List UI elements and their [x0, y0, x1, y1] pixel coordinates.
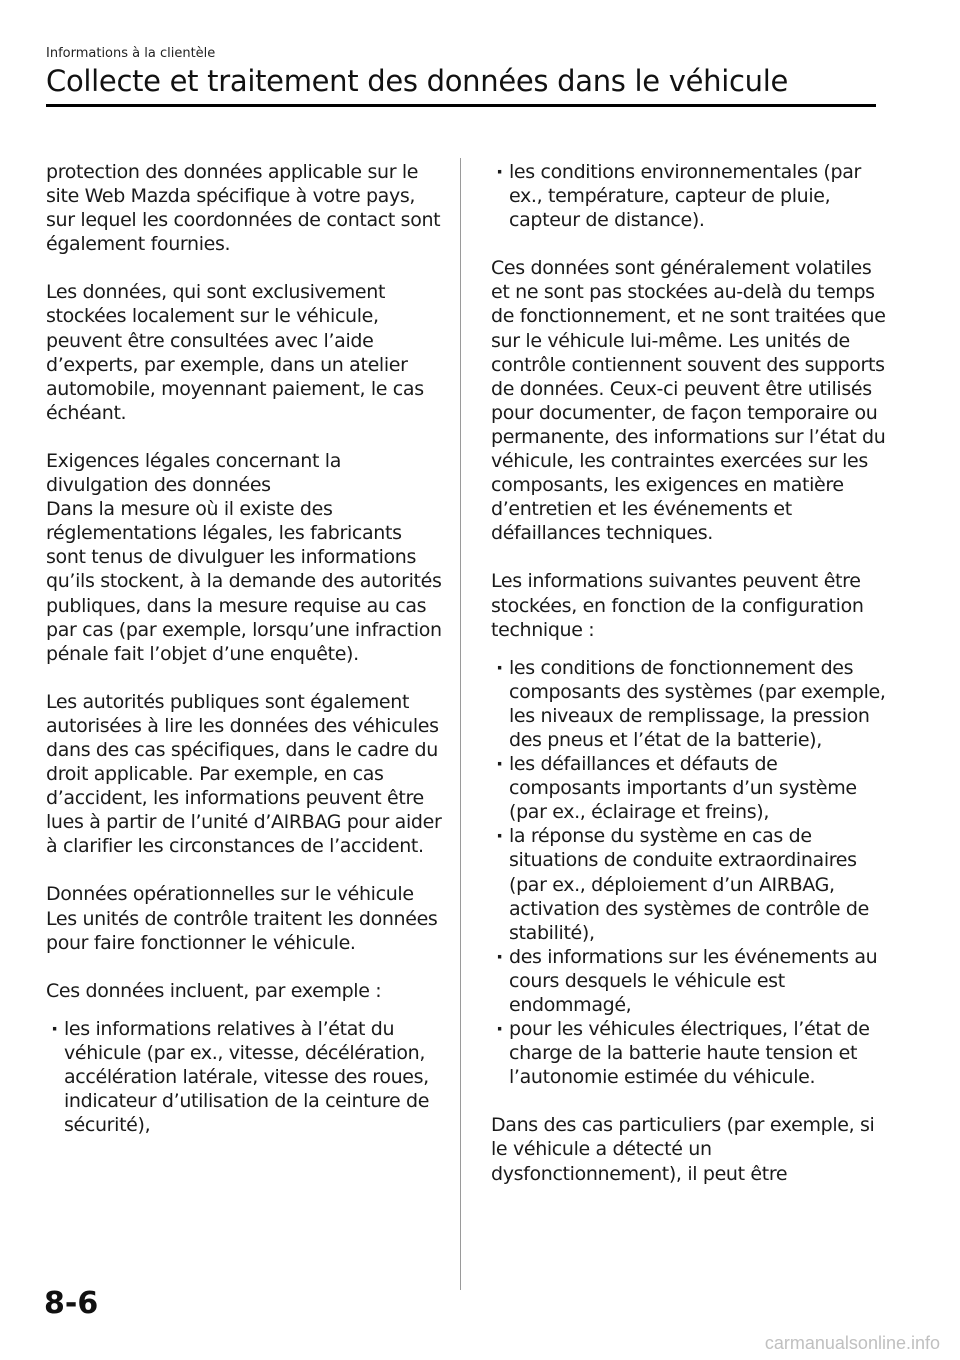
paragraph-data-protection: protection des données applicable sur le site Web Mazda spécifique à votre pays, sur lequel les coordonnées de contact sont également fournies.: [46, 161, 441, 256]
chapter-title: Collecte et traitement des données dans le véhicule: [46, 64, 789, 98]
paragraph-public-authorities: Les autorités publiques sont également autorisées à lire les données des véhicules dans des cas spécifiques, dans le cadre du droit applicable. Par exemple, en cas d’accident, les informations peuvent être lues à partir de l’unité d’AIRBAG pour aider à clarifier les circonstances de l’accident.: [46, 690, 442, 858]
paragraph-stored-info: Les informations suivantes peuvent être stockées, en fonction de la configuration technique :: [491, 570, 864, 641]
header-rule: [46, 104, 876, 107]
page-header: [46, 46, 876, 107]
subheading-legal-requirements: Exigences légales concernant la divulgation des données: [46, 449, 341, 497]
column-divider: [460, 158, 461, 1290]
list-item: · les conditions de fonctionnement des composants des systèmes (par exemple, les niveaux de remplissage, la pression des pneus et l’état de la batterie),: [509, 656, 891, 752]
paragraph-legal-disclosure: Dans la mesure où il existe des réglementations légales, les fabricants sont tenus de divulguer les informations qu’ils stockent, à la demande des autorités publiques, dans la mesure requise au cas par cas (par exemple, lorsqu’une infraction pénale fait l’objet d’une enquête).: [46, 498, 442, 665]
left-column: [46, 160, 442, 1161]
list-item: · les défaillances et défauts de composants importants d’un système (par ex., éclairage et freins),: [509, 752, 891, 824]
list-item: · pour les véhicules électriques, l’état de charge de la batterie haute tension et l’autonomie estimée du véhicule.: [509, 1017, 891, 1089]
paragraph-local-storage: Les données, qui sont exclusivement stockées localement sur le véhicule, peuvent être consultées avec l’aide d’experts, par exemple, dans un atelier automobile, moyennant paiement, le cas échéant.: [46, 281, 424, 424]
list-item: · les conditions environnementales (par ex., température, capteur de pluie, capteur de distance).: [509, 160, 891, 232]
section-label: Informations à la clientèle: [46, 46, 216, 61]
subheading-operational-data: Données opérationnelles sur le véhicule: [46, 883, 414, 906]
watermark: carmanualsonline.info: [764, 1333, 940, 1353]
right-top-bullet-list: [491, 160, 891, 232]
left-bullet-list: [46, 1017, 442, 1137]
paragraph-volatile-data: Ces données sont généralement volatiles et ne sont pas stockées au-delà du temps de fonctionnement, et ne sont traitées que sur le véhicule lui-même. Les unités de contrôle contiennent souvent des supports de données. Ceux-ci peuvent être utilisés pour documenter, de façon temporaire ou permanente, des informations sur l’état du véhicule, les contraintes exercées sur les composants, les exigences en matière d’entretien et les événements et défaillances techniques.: [491, 257, 886, 545]
paragraph-data-include: Ces données incluent, par exemple :: [46, 979, 382, 1002]
list-item: · les informations relatives à l’état du véhicule (par ex., vitesse, décélération, accélération latérale, vitesse des roues, indicateur d’utilisation de la ceinture de sécurité),: [64, 1017, 442, 1137]
paragraph-control-units: Les unités de contrôle traitent les données pour faire fonctionner le véhicule.: [46, 907, 438, 954]
list-item: · des informations sur les événements au cours desquels le véhicule est endommagé,: [509, 945, 891, 1017]
page-number: 8-6: [44, 1286, 99, 1321]
paragraph-special-cases: Dans des cas particuliers (par exemple, si le véhicule a détecté un dysfonctionnement), il peut être: [491, 1114, 875, 1185]
list-item: · la réponse du système en cas de situations de conduite extraordinaires (par ex., déploiement d’un AIRBAG, activation des systèmes de contrôle de stabilité),: [509, 824, 891, 944]
right-bullet-list: [491, 656, 891, 1090]
right-column: [491, 160, 891, 1210]
